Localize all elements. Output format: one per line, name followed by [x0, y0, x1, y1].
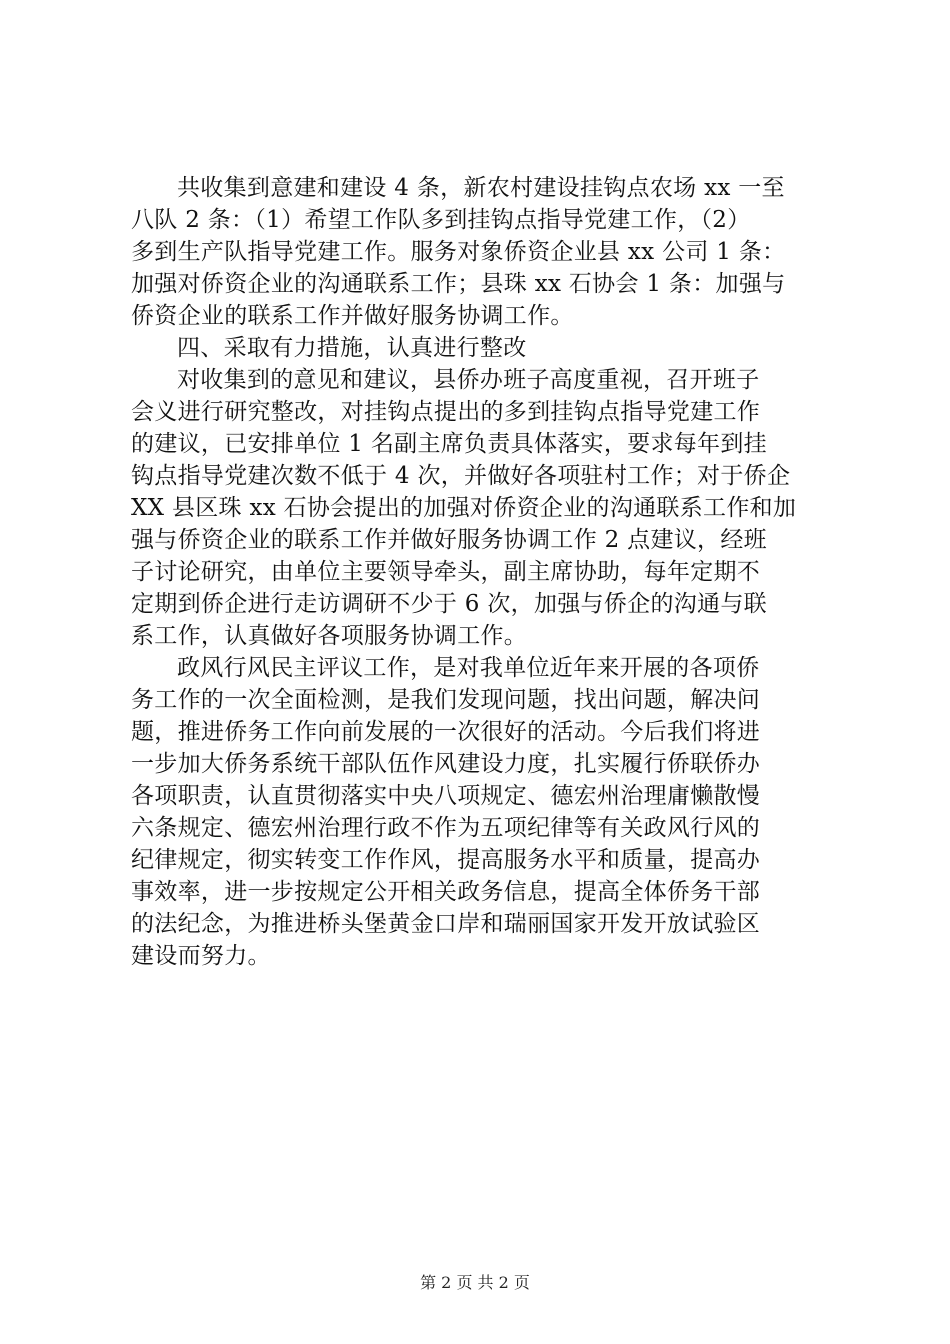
paragraph-line: 侨资企业的联系工作并做好服务协调工作。	[131, 303, 574, 329]
paragraph-line: 各项职责，认直贯彻落实中央八项规定、德宏州治理庸懒散慢	[131, 783, 761, 809]
paragraph-line: XX 县区珠 xx 石协会提出的加强对侨资企业的沟通联系工作和加	[131, 495, 797, 521]
paragraph-line: 纪律规定，彻实转变工作作风，提高服务水平和质量，提高办	[131, 847, 761, 873]
paragraph-line: 子讨论研究，由单位主要领导牵头，副主席协助，每年定期不	[131, 559, 761, 585]
paragraph-line: 强与侨资企业的联系工作并做好服务协调工作 2 点建议，经班	[131, 527, 767, 553]
paragraph-line: 定期到侨企进行走访调研不少于 6 次，加强与侨企的沟通与联	[131, 591, 767, 617]
section-heading: 四、采取有力措施，认真进行整改	[177, 335, 527, 361]
paragraph-line: 的建议，已安排单位 1 名副主席负责具体落实，要求每年到挂	[131, 431, 767, 457]
paragraph-line: 多到生产队指导党建工作。服务对象侨资企业县 xx 公司 1 条：	[131, 239, 786, 265]
paragraph-line: 对收集到的意见和建议，县侨办班子高度重视，召开班子	[177, 367, 760, 393]
paragraph-line: 题，推进侨务工作向前发展的一次很好的活动。今后我们将进	[131, 719, 761, 745]
page-number-footer: 第 2 页 共 2 页	[420, 1273, 530, 1292]
paragraph-line: 事效率，进一步按规定公开相关政务信息，提高全体侨务干部	[131, 879, 761, 905]
paragraph-line: 政风行风民主评议工作，是对我单位近年来开展的各项侨	[177, 655, 760, 681]
paragraph-line: 加强对侨资企业的沟通联系工作；县珠 xx 石协会 1 条：加强与	[131, 271, 786, 297]
paragraph-line: 钩点指导党建次数不低于 4 次，并做好各项驻村工作；对于侨企	[131, 463, 791, 489]
paragraph-line: 会义进行研究整改，对挂钩点提出的多到挂钩点指导党建工作	[131, 399, 761, 425]
paragraph-line: 八队 2 条：（1）希望工作队多到挂钩点指导党建工作，（2）	[131, 207, 751, 233]
paragraph-line: 一步加大侨务系统干部队伍作风建设力度，扎实履行侨联侨办	[131, 751, 761, 777]
document-body	[131, 172, 831, 972]
paragraph-line: 共收集到意建和建设 4 条，新农村建设挂钩点农场 xx 一至	[177, 175, 785, 201]
paragraph-line: 务工作的一次全面检测，是我们发现问题，找出问题，解决问	[131, 687, 761, 713]
paragraph-line: 建设而努力。	[131, 943, 271, 969]
paragraph-line: 六条规定、德宏州治理行政不作为五项纪律等有关政风行风的	[131, 815, 761, 841]
paragraph-line: 系工作，认真做好各项服务协调工作。	[131, 623, 528, 649]
paragraph-line: 的法纪念，为推进桥头堡黄金口岸和瑞丽国家开发开放试验区	[131, 911, 761, 937]
